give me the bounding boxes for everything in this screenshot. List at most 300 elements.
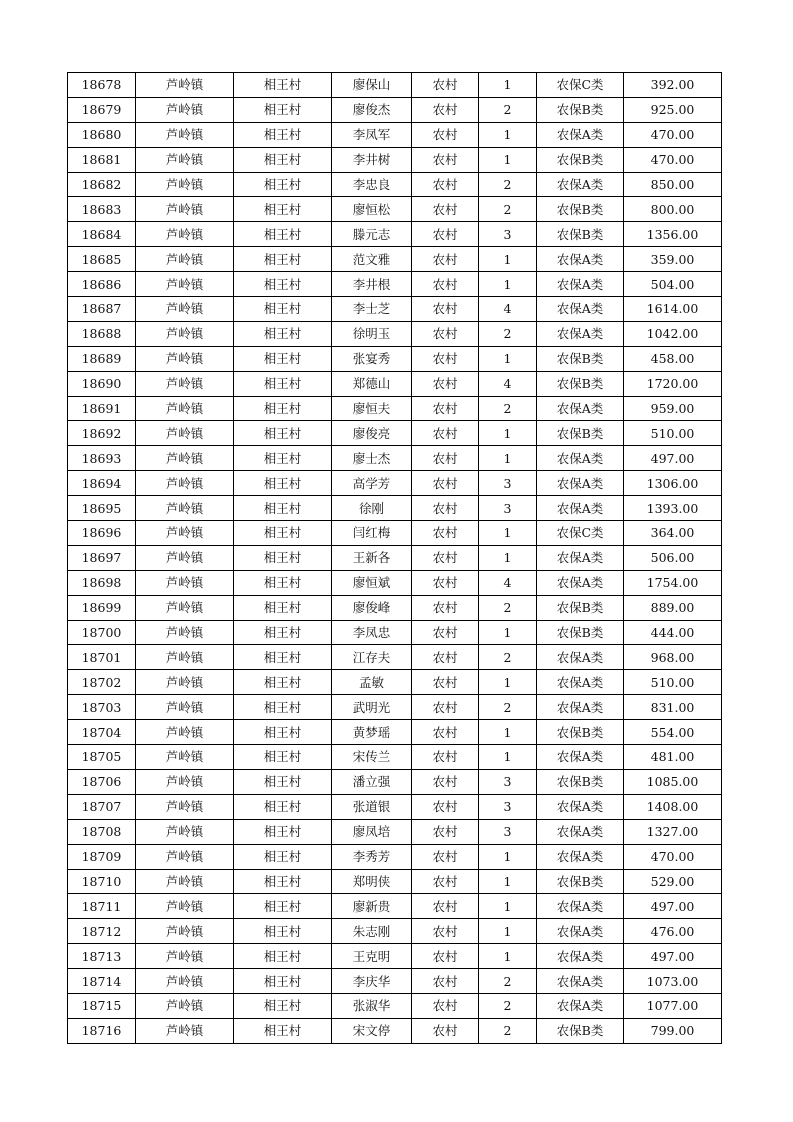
family-size-cell: 2 xyxy=(479,197,537,222)
family-size-cell: 1 xyxy=(479,894,537,919)
insurance-category-cell: 农保A类 xyxy=(537,670,624,695)
name-cell: 李士芝 xyxy=(332,297,412,322)
household-type-cell: 农村 xyxy=(412,969,479,994)
village-cell: 相王村 xyxy=(234,695,332,720)
town-cell: 芦岭镇 xyxy=(136,720,234,745)
family-size-cell: 2 xyxy=(479,321,537,346)
household-type-cell: 农村 xyxy=(412,620,479,645)
name-cell: 李凤军 xyxy=(332,122,412,147)
record-id-cell: 18713 xyxy=(68,944,136,969)
household-type-cell: 农村 xyxy=(412,1018,479,1043)
family-size-cell: 1 xyxy=(479,272,537,297)
table-row xyxy=(68,222,722,247)
insurance-category-cell: 农保A类 xyxy=(537,645,624,670)
household-type-cell: 农村 xyxy=(412,570,479,595)
household-type-cell: 农村 xyxy=(412,172,479,197)
household-type-cell: 农村 xyxy=(412,272,479,297)
amount-cell: 497.00 xyxy=(624,446,722,471)
family-size-cell: 2 xyxy=(479,172,537,197)
village-cell: 相王村 xyxy=(234,297,332,322)
town-cell: 芦岭镇 xyxy=(136,620,234,645)
name-cell: 朱志刚 xyxy=(332,919,412,944)
village-cell: 相王村 xyxy=(234,819,332,844)
name-cell: 宋传兰 xyxy=(332,745,412,770)
name-cell: 李凤忠 xyxy=(332,620,412,645)
insurance-category-cell: 农保B类 xyxy=(537,869,624,894)
insurance-category-cell: 农保A类 xyxy=(537,794,624,819)
village-cell: 相王村 xyxy=(234,545,332,570)
table-body xyxy=(68,73,722,1044)
table-row xyxy=(68,894,722,919)
table-row xyxy=(68,446,722,471)
insurance-category-cell: 农保B类 xyxy=(537,371,624,396)
family-size-cell: 3 xyxy=(479,496,537,521)
town-cell: 芦岭镇 xyxy=(136,272,234,297)
name-cell: 廖士杰 xyxy=(332,446,412,471)
village-cell: 相王村 xyxy=(234,745,332,770)
record-id-cell: 18679 xyxy=(68,97,136,122)
name-cell: 李井树 xyxy=(332,147,412,172)
table-row xyxy=(68,521,722,546)
record-id-cell: 18697 xyxy=(68,545,136,570)
insurance-category-cell: 农保C类 xyxy=(537,521,624,546)
town-cell: 芦岭镇 xyxy=(136,371,234,396)
town-cell: 芦岭镇 xyxy=(136,769,234,794)
household-type-cell: 农村 xyxy=(412,645,479,670)
town-cell: 芦岭镇 xyxy=(136,844,234,869)
insurance-category-cell: 农保A类 xyxy=(537,545,624,570)
record-id-cell: 18704 xyxy=(68,720,136,745)
table-row xyxy=(68,670,722,695)
village-cell: 相王村 xyxy=(234,496,332,521)
family-size-cell: 1 xyxy=(479,421,537,446)
record-id-cell: 18702 xyxy=(68,670,136,695)
household-type-cell: 农村 xyxy=(412,670,479,695)
table-row xyxy=(68,297,722,322)
insurance-category-cell: 农保A类 xyxy=(537,695,624,720)
record-id-cell: 18687 xyxy=(68,297,136,322)
record-id-cell: 18680 xyxy=(68,122,136,147)
village-cell: 相王村 xyxy=(234,720,332,745)
insurance-category-cell: 农保A类 xyxy=(537,993,624,1018)
family-size-cell: 3 xyxy=(479,471,537,496)
table-row xyxy=(68,272,722,297)
household-type-cell: 农村 xyxy=(412,421,479,446)
village-cell: 相王村 xyxy=(234,919,332,944)
family-size-cell: 3 xyxy=(479,222,537,247)
table-row xyxy=(68,844,722,869)
town-cell: 芦岭镇 xyxy=(136,521,234,546)
village-cell: 相王村 xyxy=(234,595,332,620)
insurance-category-cell: 农保B类 xyxy=(537,620,624,645)
family-size-cell: 2 xyxy=(479,396,537,421)
amount-cell: 968.00 xyxy=(624,645,722,670)
name-cell: 李井根 xyxy=(332,272,412,297)
family-size-cell: 1 xyxy=(479,844,537,869)
family-size-cell: 1 xyxy=(479,620,537,645)
name-cell: 廖俊杰 xyxy=(332,97,412,122)
town-cell: 芦岭镇 xyxy=(136,969,234,994)
town-cell: 芦岭镇 xyxy=(136,869,234,894)
insurance-category-cell: 农保A类 xyxy=(537,321,624,346)
household-type-cell: 农村 xyxy=(412,197,479,222)
insurance-category-cell: 农保A类 xyxy=(537,446,624,471)
record-id-cell: 18695 xyxy=(68,496,136,521)
town-cell: 芦岭镇 xyxy=(136,73,234,98)
name-cell: 廖俊峰 xyxy=(332,595,412,620)
insurance-category-cell: 农保B类 xyxy=(537,421,624,446)
household-type-cell: 农村 xyxy=(412,321,479,346)
table-row xyxy=(68,745,722,770)
village-cell: 相王村 xyxy=(234,844,332,869)
name-cell: 张淑华 xyxy=(332,993,412,1018)
village-cell: 相王村 xyxy=(234,570,332,595)
village-cell: 相王村 xyxy=(234,197,332,222)
insurance-category-cell: 农保B类 xyxy=(537,720,624,745)
name-cell: 王新各 xyxy=(332,545,412,570)
name-cell: 廖凤培 xyxy=(332,819,412,844)
family-size-cell: 3 xyxy=(479,794,537,819)
table-row xyxy=(68,570,722,595)
household-type-cell: 农村 xyxy=(412,346,479,371)
amount-cell: 1073.00 xyxy=(624,969,722,994)
table-row xyxy=(68,720,722,745)
amount-cell: 554.00 xyxy=(624,720,722,745)
town-cell: 芦岭镇 xyxy=(136,172,234,197)
record-id-cell: 18700 xyxy=(68,620,136,645)
amount-cell: 889.00 xyxy=(624,595,722,620)
amount-cell: 1393.00 xyxy=(624,496,722,521)
amount-cell: 470.00 xyxy=(624,122,722,147)
insurance-category-cell: 农保A类 xyxy=(537,919,624,944)
amount-cell: 359.00 xyxy=(624,247,722,272)
village-cell: 相王村 xyxy=(234,346,332,371)
household-type-cell: 农村 xyxy=(412,720,479,745)
name-cell: 李秀芳 xyxy=(332,844,412,869)
name-cell: 张宴秀 xyxy=(332,346,412,371)
village-cell: 相王村 xyxy=(234,471,332,496)
amount-cell: 364.00 xyxy=(624,521,722,546)
table-row xyxy=(68,695,722,720)
name-cell: 廖恒斌 xyxy=(332,570,412,595)
table-row xyxy=(68,944,722,969)
amount-cell: 1306.00 xyxy=(624,471,722,496)
amount-cell: 504.00 xyxy=(624,272,722,297)
town-cell: 芦岭镇 xyxy=(136,446,234,471)
household-type-cell: 农村 xyxy=(412,496,479,521)
record-id-cell: 18706 xyxy=(68,769,136,794)
insurance-category-cell: 农保B类 xyxy=(537,346,624,371)
village-cell: 相王村 xyxy=(234,670,332,695)
name-cell: 滕元志 xyxy=(332,222,412,247)
table-row xyxy=(68,819,722,844)
amount-cell: 800.00 xyxy=(624,197,722,222)
village-cell: 相王村 xyxy=(234,894,332,919)
village-cell: 相王村 xyxy=(234,272,332,297)
record-id-cell: 18688 xyxy=(68,321,136,346)
village-cell: 相王村 xyxy=(234,421,332,446)
town-cell: 芦岭镇 xyxy=(136,346,234,371)
family-size-cell: 1 xyxy=(479,745,537,770)
household-type-cell: 农村 xyxy=(412,297,479,322)
record-id-cell: 18711 xyxy=(68,894,136,919)
table-row xyxy=(68,620,722,645)
name-cell: 廖恒夫 xyxy=(332,396,412,421)
insurance-category-cell: 农保A类 xyxy=(537,297,624,322)
household-type-cell: 农村 xyxy=(412,919,479,944)
amount-cell: 510.00 xyxy=(624,670,722,695)
name-cell: 廖恒松 xyxy=(332,197,412,222)
name-cell: 孟敏 xyxy=(332,670,412,695)
name-cell: 范文雅 xyxy=(332,247,412,272)
table-row xyxy=(68,545,722,570)
village-cell: 相王村 xyxy=(234,869,332,894)
record-id-cell: 18707 xyxy=(68,794,136,819)
insurance-category-cell: 农保A类 xyxy=(537,969,624,994)
amount-cell: 1042.00 xyxy=(624,321,722,346)
town-cell: 芦岭镇 xyxy=(136,122,234,147)
town-cell: 芦岭镇 xyxy=(136,1018,234,1043)
insurance-category-cell: 农保A类 xyxy=(537,272,624,297)
amount-cell: 1077.00 xyxy=(624,993,722,1018)
record-id-cell: 18698 xyxy=(68,570,136,595)
family-size-cell: 4 xyxy=(479,570,537,595)
household-type-cell: 农村 xyxy=(412,894,479,919)
town-cell: 芦岭镇 xyxy=(136,745,234,770)
family-size-cell: 1 xyxy=(479,446,537,471)
name-cell: 武明光 xyxy=(332,695,412,720)
table-row xyxy=(68,496,722,521)
amount-cell: 1408.00 xyxy=(624,794,722,819)
household-type-cell: 农村 xyxy=(412,73,479,98)
family-size-cell: 1 xyxy=(479,869,537,894)
family-size-cell: 1 xyxy=(479,73,537,98)
family-size-cell: 4 xyxy=(479,297,537,322)
insurance-category-cell: 农保B类 xyxy=(537,147,624,172)
amount-cell: 1754.00 xyxy=(624,570,722,595)
amount-cell: 497.00 xyxy=(624,944,722,969)
town-cell: 芦岭镇 xyxy=(136,670,234,695)
name-cell: 张道银 xyxy=(332,794,412,819)
table-row xyxy=(68,147,722,172)
village-cell: 相王村 xyxy=(234,944,332,969)
name-cell: 宋文停 xyxy=(332,1018,412,1043)
amount-cell: 1356.00 xyxy=(624,222,722,247)
table-row xyxy=(68,371,722,396)
amount-cell: 392.00 xyxy=(624,73,722,98)
family-size-cell: 1 xyxy=(479,919,537,944)
table-row xyxy=(68,1018,722,1043)
family-size-cell: 2 xyxy=(479,645,537,670)
town-cell: 芦岭镇 xyxy=(136,819,234,844)
village-cell: 相王村 xyxy=(234,521,332,546)
town-cell: 芦岭镇 xyxy=(136,919,234,944)
name-cell: 黄梦瑶 xyxy=(332,720,412,745)
family-size-cell: 3 xyxy=(479,819,537,844)
insurance-category-cell: 农保A类 xyxy=(537,496,624,521)
name-cell: 江存夫 xyxy=(332,645,412,670)
record-id-cell: 18705 xyxy=(68,745,136,770)
amount-cell: 1720.00 xyxy=(624,371,722,396)
village-cell: 相王村 xyxy=(234,769,332,794)
record-id-cell: 18693 xyxy=(68,446,136,471)
household-type-cell: 农村 xyxy=(412,944,479,969)
village-cell: 相王村 xyxy=(234,446,332,471)
household-type-cell: 农村 xyxy=(412,247,479,272)
table-row xyxy=(68,794,722,819)
household-type-cell: 农村 xyxy=(412,819,479,844)
family-size-cell: 2 xyxy=(479,969,537,994)
town-cell: 芦岭镇 xyxy=(136,147,234,172)
village-cell: 相王村 xyxy=(234,645,332,670)
table-row xyxy=(68,197,722,222)
village-cell: 相王村 xyxy=(234,620,332,645)
insurance-category-cell: 农保A类 xyxy=(537,894,624,919)
record-id-cell: 18714 xyxy=(68,969,136,994)
family-size-cell: 2 xyxy=(479,695,537,720)
table-row xyxy=(68,97,722,122)
amount-cell: 1085.00 xyxy=(624,769,722,794)
amount-cell: 959.00 xyxy=(624,396,722,421)
record-id-cell: 18682 xyxy=(68,172,136,197)
family-size-cell: 1 xyxy=(479,521,537,546)
village-cell: 相王村 xyxy=(234,222,332,247)
household-type-cell: 农村 xyxy=(412,545,479,570)
record-id-cell: 18685 xyxy=(68,247,136,272)
village-cell: 相王村 xyxy=(234,321,332,346)
name-cell: 郑德山 xyxy=(332,371,412,396)
record-id-cell: 18708 xyxy=(68,819,136,844)
table-row xyxy=(68,421,722,446)
amount-cell: 510.00 xyxy=(624,421,722,446)
amount-cell: 470.00 xyxy=(624,147,722,172)
insurance-category-cell: 农保B类 xyxy=(537,769,624,794)
town-cell: 芦岭镇 xyxy=(136,197,234,222)
household-type-cell: 农村 xyxy=(412,97,479,122)
name-cell: 李忠良 xyxy=(332,172,412,197)
family-size-cell: 1 xyxy=(479,122,537,147)
record-id-cell: 18690 xyxy=(68,371,136,396)
amount-cell: 497.00 xyxy=(624,894,722,919)
amount-cell: 470.00 xyxy=(624,844,722,869)
record-id-cell: 18696 xyxy=(68,521,136,546)
record-id-cell: 18715 xyxy=(68,993,136,1018)
insurance-category-cell: 农保B类 xyxy=(537,197,624,222)
household-type-cell: 农村 xyxy=(412,595,479,620)
household-type-cell: 农村 xyxy=(412,769,479,794)
insurance-category-cell: 农保A类 xyxy=(537,819,624,844)
amount-cell: 476.00 xyxy=(624,919,722,944)
name-cell: 徐刚 xyxy=(332,496,412,521)
name-cell: 潘立强 xyxy=(332,769,412,794)
record-id-cell: 18678 xyxy=(68,73,136,98)
insurance-category-cell: 农保A类 xyxy=(537,247,624,272)
amount-cell: 850.00 xyxy=(624,172,722,197)
insurance-category-cell: 农保A类 xyxy=(537,745,624,770)
household-type-cell: 农村 xyxy=(412,446,479,471)
insurance-category-cell: 农保A类 xyxy=(537,122,624,147)
table-row xyxy=(68,869,722,894)
household-type-cell: 农村 xyxy=(412,396,479,421)
name-cell: 徐明玉 xyxy=(332,321,412,346)
name-cell: 郑明侠 xyxy=(332,869,412,894)
amount-cell: 458.00 xyxy=(624,346,722,371)
record-id-cell: 18691 xyxy=(68,396,136,421)
town-cell: 芦岭镇 xyxy=(136,894,234,919)
insurance-category-cell: 农保C类 xyxy=(537,73,624,98)
insurance-category-cell: 农保A类 xyxy=(537,844,624,869)
town-cell: 芦岭镇 xyxy=(136,421,234,446)
town-cell: 芦岭镇 xyxy=(136,794,234,819)
record-id-cell: 18681 xyxy=(68,147,136,172)
insurance-category-cell: 农保A类 xyxy=(537,570,624,595)
record-id-cell: 18710 xyxy=(68,869,136,894)
insurance-category-cell: 农保A类 xyxy=(537,471,624,496)
record-id-cell: 18703 xyxy=(68,695,136,720)
family-size-cell: 1 xyxy=(479,147,537,172)
amount-cell: 799.00 xyxy=(624,1018,722,1043)
town-cell: 芦岭镇 xyxy=(136,695,234,720)
insurance-category-cell: 农保A类 xyxy=(537,172,624,197)
town-cell: 芦岭镇 xyxy=(136,993,234,1018)
record-id-cell: 18686 xyxy=(68,272,136,297)
village-cell: 相王村 xyxy=(234,97,332,122)
record-id-cell: 18712 xyxy=(68,919,136,944)
family-size-cell: 2 xyxy=(479,993,537,1018)
village-cell: 相王村 xyxy=(234,794,332,819)
insurance-category-cell: 农保A类 xyxy=(537,944,624,969)
town-cell: 芦岭镇 xyxy=(136,471,234,496)
household-type-cell: 农村 xyxy=(412,794,479,819)
table-row xyxy=(68,122,722,147)
village-cell: 相王村 xyxy=(234,396,332,421)
town-cell: 芦岭镇 xyxy=(136,496,234,521)
family-size-cell: 1 xyxy=(479,545,537,570)
household-type-cell: 农村 xyxy=(412,844,479,869)
household-table xyxy=(67,72,722,1044)
amount-cell: 831.00 xyxy=(624,695,722,720)
insurance-category-cell: 农保A类 xyxy=(537,396,624,421)
insurance-category-cell: 农保B类 xyxy=(537,1018,624,1043)
table-row xyxy=(68,321,722,346)
table-row xyxy=(68,919,722,944)
name-cell: 闫红梅 xyxy=(332,521,412,546)
town-cell: 芦岭镇 xyxy=(136,545,234,570)
record-id-cell: 18684 xyxy=(68,222,136,247)
town-cell: 芦岭镇 xyxy=(136,396,234,421)
household-type-cell: 农村 xyxy=(412,471,479,496)
name-cell: 廖新贵 xyxy=(332,894,412,919)
household-type-cell: 农村 xyxy=(412,371,479,396)
household-type-cell: 农村 xyxy=(412,869,479,894)
amount-cell: 506.00 xyxy=(624,545,722,570)
table-row xyxy=(68,769,722,794)
village-cell: 相王村 xyxy=(234,247,332,272)
family-size-cell: 1 xyxy=(479,346,537,371)
record-id-cell: 18683 xyxy=(68,197,136,222)
household-type-cell: 农村 xyxy=(412,745,479,770)
insurance-category-cell: 农保B类 xyxy=(537,222,624,247)
village-cell: 相王村 xyxy=(234,371,332,396)
family-size-cell: 1 xyxy=(479,247,537,272)
name-cell: 廖保山 xyxy=(332,73,412,98)
name-cell: 李庆华 xyxy=(332,969,412,994)
amount-cell: 1327.00 xyxy=(624,819,722,844)
name-cell: 王克明 xyxy=(332,944,412,969)
record-id-cell: 18699 xyxy=(68,595,136,620)
name-cell: 廖俊亮 xyxy=(332,421,412,446)
table-row xyxy=(68,346,722,371)
